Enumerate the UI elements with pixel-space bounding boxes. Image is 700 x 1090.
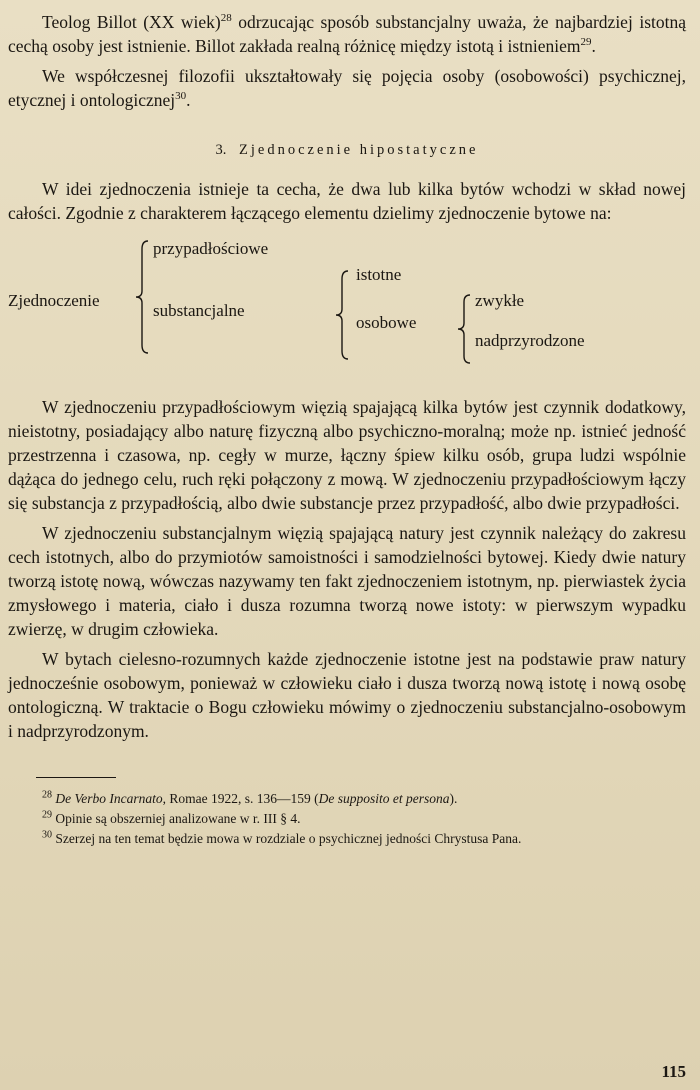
brace-level-2: [335, 269, 349, 361]
section-number: 3.: [215, 142, 227, 158]
footnote-divider: [36, 777, 116, 778]
section-title: Zjednoczenie hipostatyczne: [239, 142, 479, 158]
footnote-28: $^{28}$ De Verbo Incarnato, Romae 1922, s. 136—159 (De supposito et persona).: [42, 789, 458, 806]
intro-paragraph-2: We współczesnej filozofii ukształtowały się pojęcia osoby (osobowości) psychicznej, etycznej i ontologicznej$^{30}$.: [8, 66, 686, 110]
lead-paragraph: W idei zjednoczenia istnieje ta cecha, że dwa lub kilka bytów wchodzi w skład nowej całości. Zgodnie z charakterem łączącego elementu dzielimy zjednoczenie bytowe na:: [8, 179, 686, 223]
body-paragraph-3: W bytach cielesno-rozumnych każde zjednoczenie istotne jest na podstawie praw natury jednocześnie osobowym, ponieważ w człowieku ciało i dusza tworzą nową istotę i nową osobę ontologiczną. W traktacie o Bogu człowieku mówimy o zjednoczeniu substancjalno-osobowym i nadprzyrodzonym.: [8, 649, 686, 741]
section-heading: [8, 142, 686, 159]
diagram-nature: istotne: [356, 265, 402, 284]
diagram-supernatural: nadprzyrodzone: [475, 331, 585, 350]
footnote-29: $^{29}$ Opinie są obszerniej analizowane w r. III § 4.: [42, 809, 301, 826]
footnote-ref-28[interactable]: 28: [220, 12, 232, 25]
footnote-ref-29[interactable]: 29: [580, 36, 592, 49]
classification-diagram: [8, 233, 686, 373]
brace-level-1: [135, 239, 149, 355]
diagram-substantial: substancjalne: [153, 301, 245, 320]
intro-paragraph-1: Teolog Billot (XX wiek)$^{28}$ odrzucając sposób substancjalny uważa, że najbardziej istotną cechą osoby jest istnienie. Billot zakłada realną różnicę między istotą i istnieniem$^{29}$.: [8, 12, 686, 56]
footnote-ref-30[interactable]: 30: [175, 90, 187, 103]
diagram-root: Zjednoczenie: [8, 291, 100, 310]
body-paragraph-1: W zjednoczeniu przypadłościowym więzią spajającą kilka bytów jest czynnik dodatkowy, nieistotny, posiadający albo naturę fizyczną albo psychiczno-moralną; może np. istnieć jedność przestrzenna i czasowa, np. cegły w murze, łączny śpiew kilku osób, grupa ludzi wspólnie dążąca do jednego celu, ruch ręki połączony z mową. W zjednoczeniu przypadłościowym łączy się substancja z przypadłością, albo dwie substancje przez przypadłość, albo dwie przypadłości.: [8, 397, 686, 513]
diagram-personal: osobowe: [356, 313, 417, 332]
body-paragraph-2: W zjednoczeniu substancjalnym więzią spajającą natury jest czynnik należący do zakresu cech istotnych, albo do przymiotów samoistności i samodzielności bytowej. Kiedy dwie natury tworzą istotę nową, wówczas nazywamy ten fakt zjednoczeniem istotnym, np. pierwiastek życia zmysłowego i materia, ciało i dusza rozumna tworzą nowe istoty: w pierwszym wypadku zwierzę, w drugim człowieka.: [8, 523, 686, 639]
diagram-ordinary: zwykłe: [475, 291, 525, 310]
footnote-30: $^{30}$ Szerzej na ten temat będzie mowa w rozdziale o psychicznej jedności Chrystusa Pana.: [42, 829, 522, 846]
diagram-accidental: przypadłościowe: [153, 239, 269, 258]
brace-level-3: [457, 293, 471, 365]
page-number: 115: [661, 1062, 686, 1081]
